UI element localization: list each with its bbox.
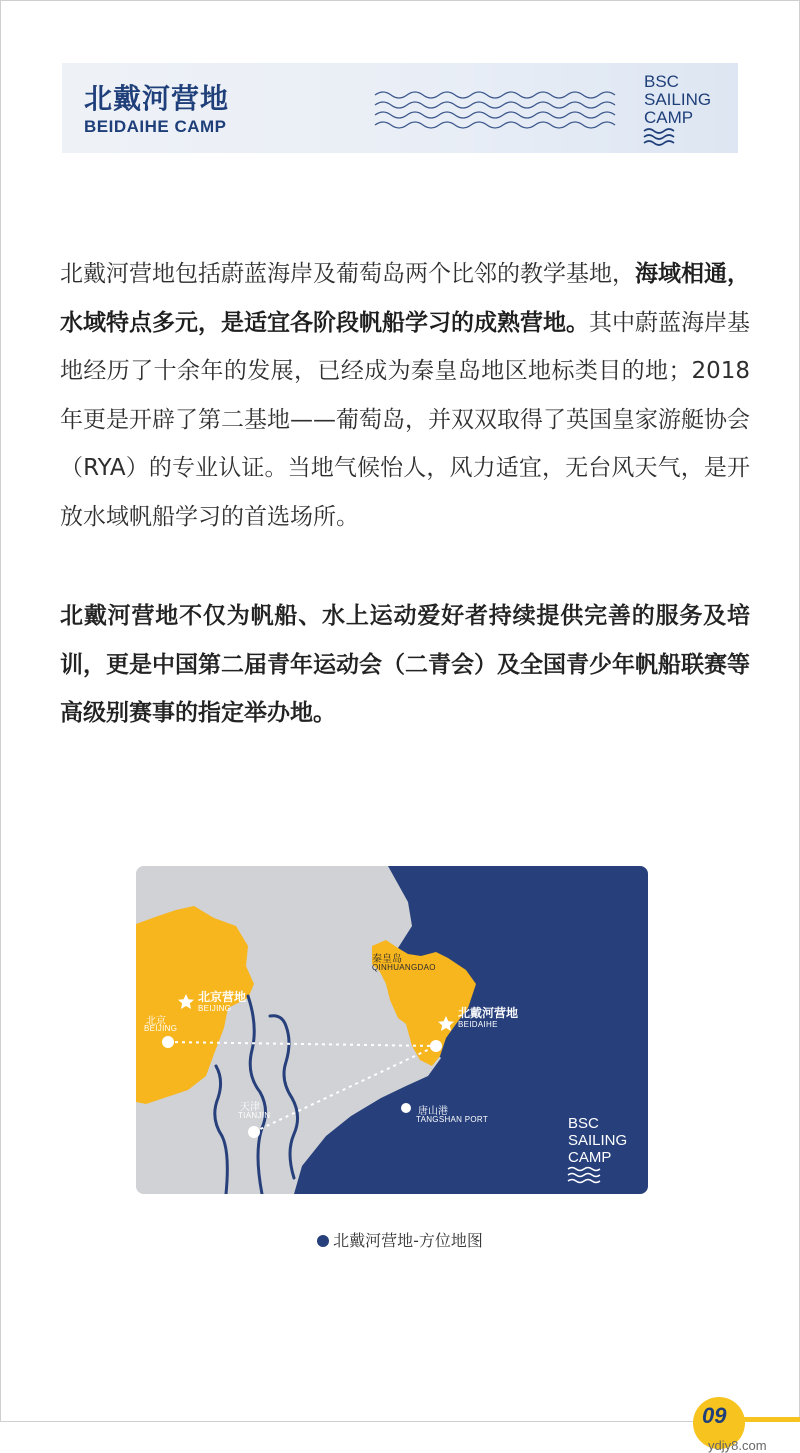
- label-beijing-en: BEIJING: [144, 1024, 178, 1033]
- header-title-cn: 北戴河营地: [84, 82, 230, 115]
- label-tangshan-en: TANGSHAN PORT: [416, 1115, 489, 1124]
- tianjin-dot: [248, 1126, 260, 1138]
- caption-text: 北戴河营地-方位地图: [333, 1231, 483, 1250]
- bsc-sailing-camp-logo: [642, 69, 732, 147]
- map-caption: [0, 1228, 800, 1251]
- tangshan-dot: [401, 1103, 411, 1113]
- waves-decoration-icon: [370, 83, 620, 138]
- location-map: [136, 866, 648, 1194]
- label-beidaihe-camp-en: BEIDAIHE: [458, 1020, 498, 1029]
- label-tangshan-cn: 唐山港: [418, 1106, 448, 1117]
- map-graphic: [136, 866, 648, 1194]
- label-tianjin-cn: 天津: [240, 1102, 260, 1113]
- label-beidaihe-camp-cn: 北戴河营地: [458, 1006, 519, 1020]
- page-number: 09: [702, 1403, 727, 1428]
- events-paragraph: 北戴河营地不仅为帆船、水上运动爱好者持续提供完善的服务及培训，更是中国第二届青年运动会（二青会）及全国青少年帆船联赛等高级别赛事的指定举办地。: [60, 603, 750, 726]
- label-qinhuangdao-cn: 秦皇岛: [372, 954, 402, 965]
- caption-bullet-icon: [317, 1235, 329, 1247]
- header-banner: [62, 63, 738, 153]
- watermark: ydjy8.com: [708, 1438, 767, 1453]
- label-tianjin-en: TIANJIN: [238, 1111, 271, 1120]
- intro-text-1: 北戴河营地包括蔚蓝海岸及葡萄岛两个比邻的教学基地，: [60, 261, 635, 287]
- map-logo-line-2: SAILING: [568, 1132, 628, 1149]
- label-qinhuangdao-en: QINHUANGDAO: [372, 963, 436, 972]
- map-logo-line-1: BSC: [568, 1115, 599, 1132]
- label-beijing-cn: 北京: [146, 1016, 166, 1027]
- map-logo-line-3: CAMP: [568, 1149, 612, 1166]
- beidaihe-dot: [430, 1040, 442, 1052]
- page-number-bar: [740, 1417, 800, 1422]
- header-title-en: BEIDAIHE CAMP: [84, 117, 227, 136]
- label-beijing-camp-en: BEIJING: [198, 1004, 232, 1013]
- intro-text-bold: 海域相通，水域特点多元，是适宜各阶段帆船学习的成熟营地。: [60, 261, 750, 336]
- beijing-dot: [162, 1036, 174, 1048]
- intro-paragraph: [60, 250, 750, 541]
- logo-line-1: BSC: [644, 72, 679, 91]
- logo-line-2: SAILING: [644, 90, 712, 109]
- intro-text-2: 其中蔚蓝海岸基地经历了十余年的发展，已经成为秦皇岛地区地标类目的地；2018年更是开辟了第二基地——葡萄岛，并双双取得了英国皇家游艇协会（RYA）的专业认证。当地气候怡人，风力适宜，无台风天气，是开放水域帆船学习的首选场所。: [60, 309, 750, 530]
- label-beijing-camp-cn: 北京营地: [198, 990, 247, 1004]
- logo-line-3: CAMP: [644, 108, 694, 127]
